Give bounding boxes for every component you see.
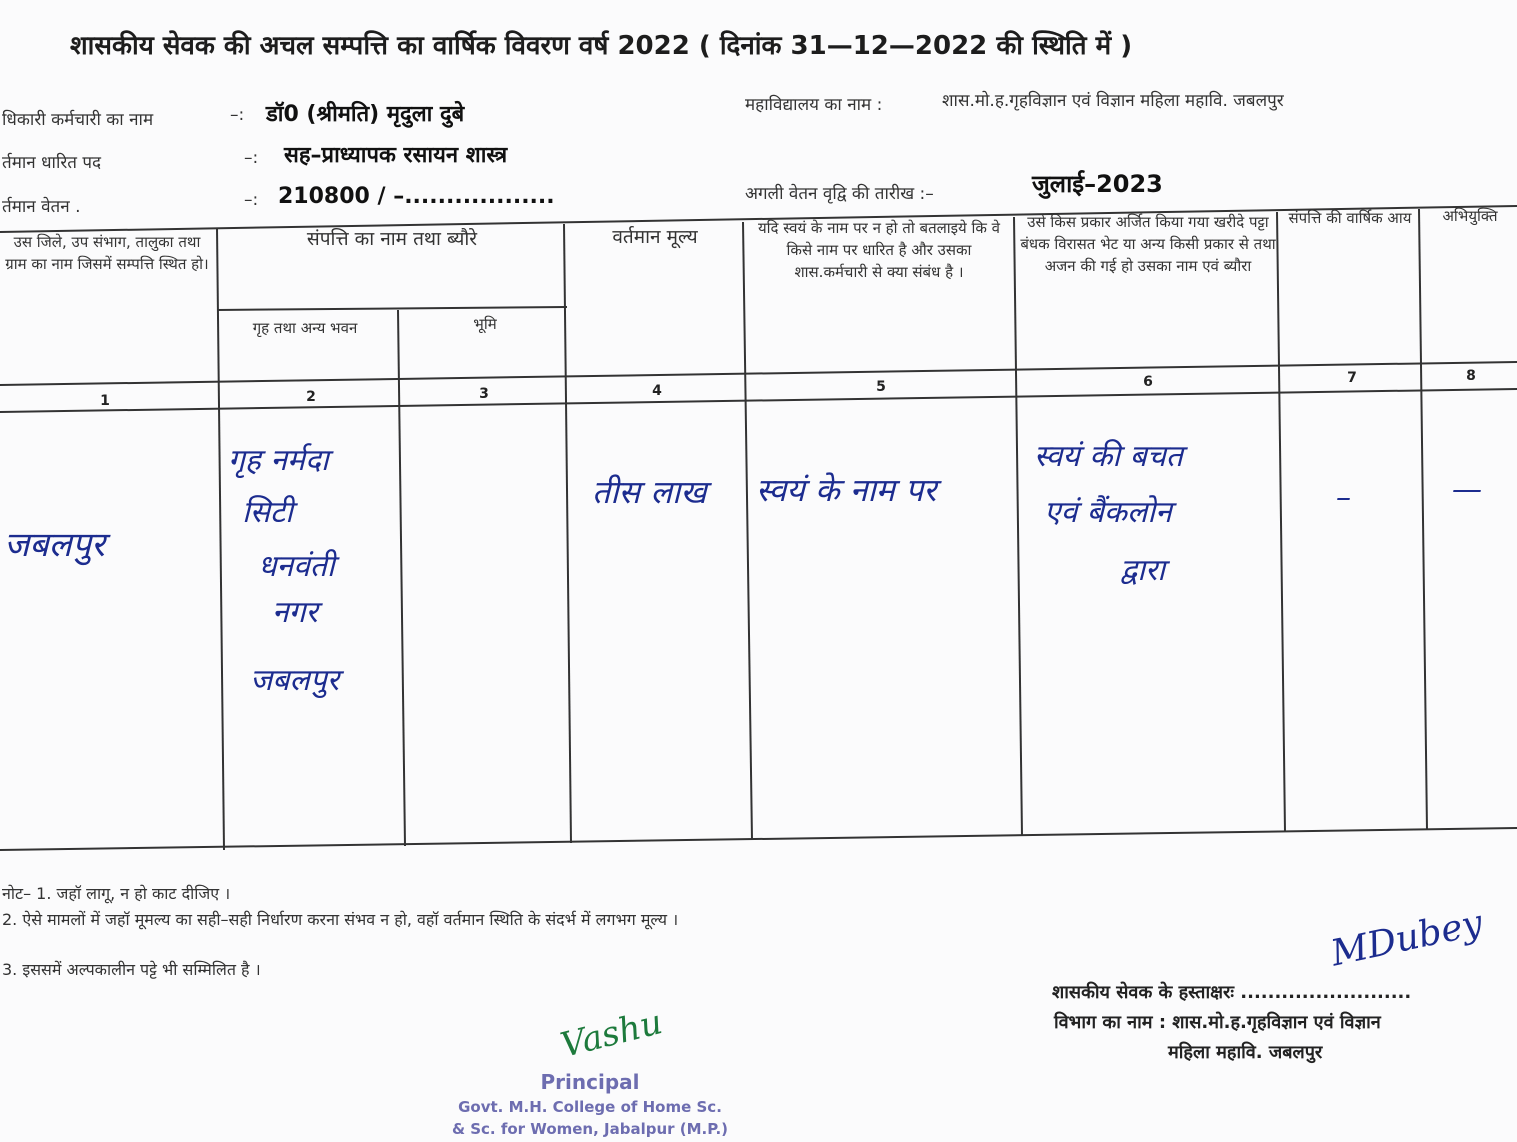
header-land: भूमि (473, 315, 497, 333)
signature-label: शासकीय सेवक के हस्ताक्षरः ......................... (1052, 982, 1412, 1003)
header-acquisition: उसे किस प्रकार अर्जित किया गया खरीदे पट्टा बंधक विरासत भेट या अन्य किसी प्रकार से तथा अजन की गई हो उसका नाम एवं ब्यौरा (1020, 213, 1276, 275)
cell-owner: स्वयं के नाम पर (756, 471, 937, 509)
increment-label: अगली वेतन वृद्वि की तारीख :– (745, 184, 934, 204)
cell-house-line: नगर (272, 595, 318, 630)
header-income: संपत्ति की वार्षिक आय (1288, 209, 1412, 227)
page-title: शासकीय सेवक की अचल सम्पत्ति का वार्षिक विवरण वर्ष 2022 ( दिनांक 31—12—2022 की स्थिति में ) (70, 31, 1133, 61)
header-house: गृह तथा अन्य भवन (252, 319, 358, 337)
cell-house-line: जबलपुर (250, 663, 340, 698)
cell-acquisition-line: एवं बैंकलोन (1044, 495, 1172, 530)
name-label: धिकारी कर्मचारी का नाम (2, 110, 154, 130)
employee-post: सह–प्राध्यापक रसायन शास्त्र (284, 143, 508, 168)
stamp-line: Govt. M.H. College of Home Sc. (458, 1098, 722, 1116)
salary-separator: –: (244, 190, 259, 210)
stamp-title: Principal (540, 1070, 640, 1094)
employee-signature: MDubey (1327, 902, 1487, 975)
employee-name: डॉ0 (श्रीमति) मृदुला दुबे (266, 102, 465, 127)
college-label: महाविद्यालय का नाम : (745, 95, 883, 115)
department-line: विभाग का नाम : शास.मो.ह.गृहविज्ञान एवं विज्ञान (1054, 1012, 1381, 1033)
header-remarks: अभियुक्ति (1442, 207, 1498, 225)
column-number: 4 (652, 383, 662, 399)
cell-house-line: गृह नर्मदा (228, 443, 329, 478)
post-label: र्तमान धारित पद (2, 153, 102, 173)
cell-acquisition-line: द्वारा (1120, 553, 1166, 588)
cell-income: – (1336, 480, 1351, 515)
cell-location: जबलपुर (4, 525, 105, 565)
increment-date: जुलाई–2023 (1032, 170, 1163, 198)
column-number: 5 (876, 379, 886, 395)
cell-remarks: — (1452, 472, 1482, 507)
column-number: 1 (100, 393, 110, 409)
cell-house-line: धनवंती (258, 549, 335, 584)
post-separator: –: (244, 148, 259, 168)
employee-salary: 210800 / –.................. (278, 184, 555, 209)
principal-signature: Vashu (556, 1002, 667, 1066)
salary-label: र्तमान वेतन . (2, 197, 81, 217)
name-separator: –: (230, 105, 245, 125)
note-line: नोट– 1. जहॉ लागू, न हो काट दीजिए । (2, 884, 231, 903)
department-line: महिला महावि. जबलपुर (1168, 1042, 1323, 1063)
note-line: 3. इससमें अल्पकालीन पट्टे भी सम्मिलित है । (2, 960, 261, 979)
note-line: 2. ऐसे मामलों में जहॉ मूमल्य का सही–सही निर्धारण करना संभव न हो, वहॉ वर्तमान स्थिति के संदर्भ में लगभग मूल्य । (2, 910, 679, 929)
column-number: 3 (479, 386, 489, 402)
header-property: संपत्ति का नाम तथा ब्यौरे (306, 228, 478, 250)
stamp-line: & Sc. for Women, Jabalpur (M.P.) (451, 1120, 729, 1138)
column-number: 8 (1466, 368, 1476, 384)
header-owner: यदि स्वयं के नाम पर न हो तो बतलाइये कि वे किसे नाम पर धारित है और उसका शास.कर्मचारी से क्या संबंध है । (757, 219, 1001, 281)
cell-house-line: सिटी (242, 495, 293, 530)
column-number: 6 (1143, 374, 1153, 390)
column-number: 2 (306, 389, 316, 405)
column-number: 7 (1347, 370, 1357, 386)
cell-acquisition-line: स्वयं की बचत (1034, 439, 1183, 474)
header-value: वर्तमान मूल्य (612, 226, 698, 248)
college-name: शास.मो.ह.गृहविज्ञान एवं विज्ञान महिला महावि. जबलपुर (942, 91, 1284, 111)
cell-value: तीस लाख (592, 473, 707, 511)
header-location: उस जिले, उप संभाग, तालुका तथा ग्राम का नाम जिसमें सम्पत्ति स्थित हो। (5, 233, 209, 273)
